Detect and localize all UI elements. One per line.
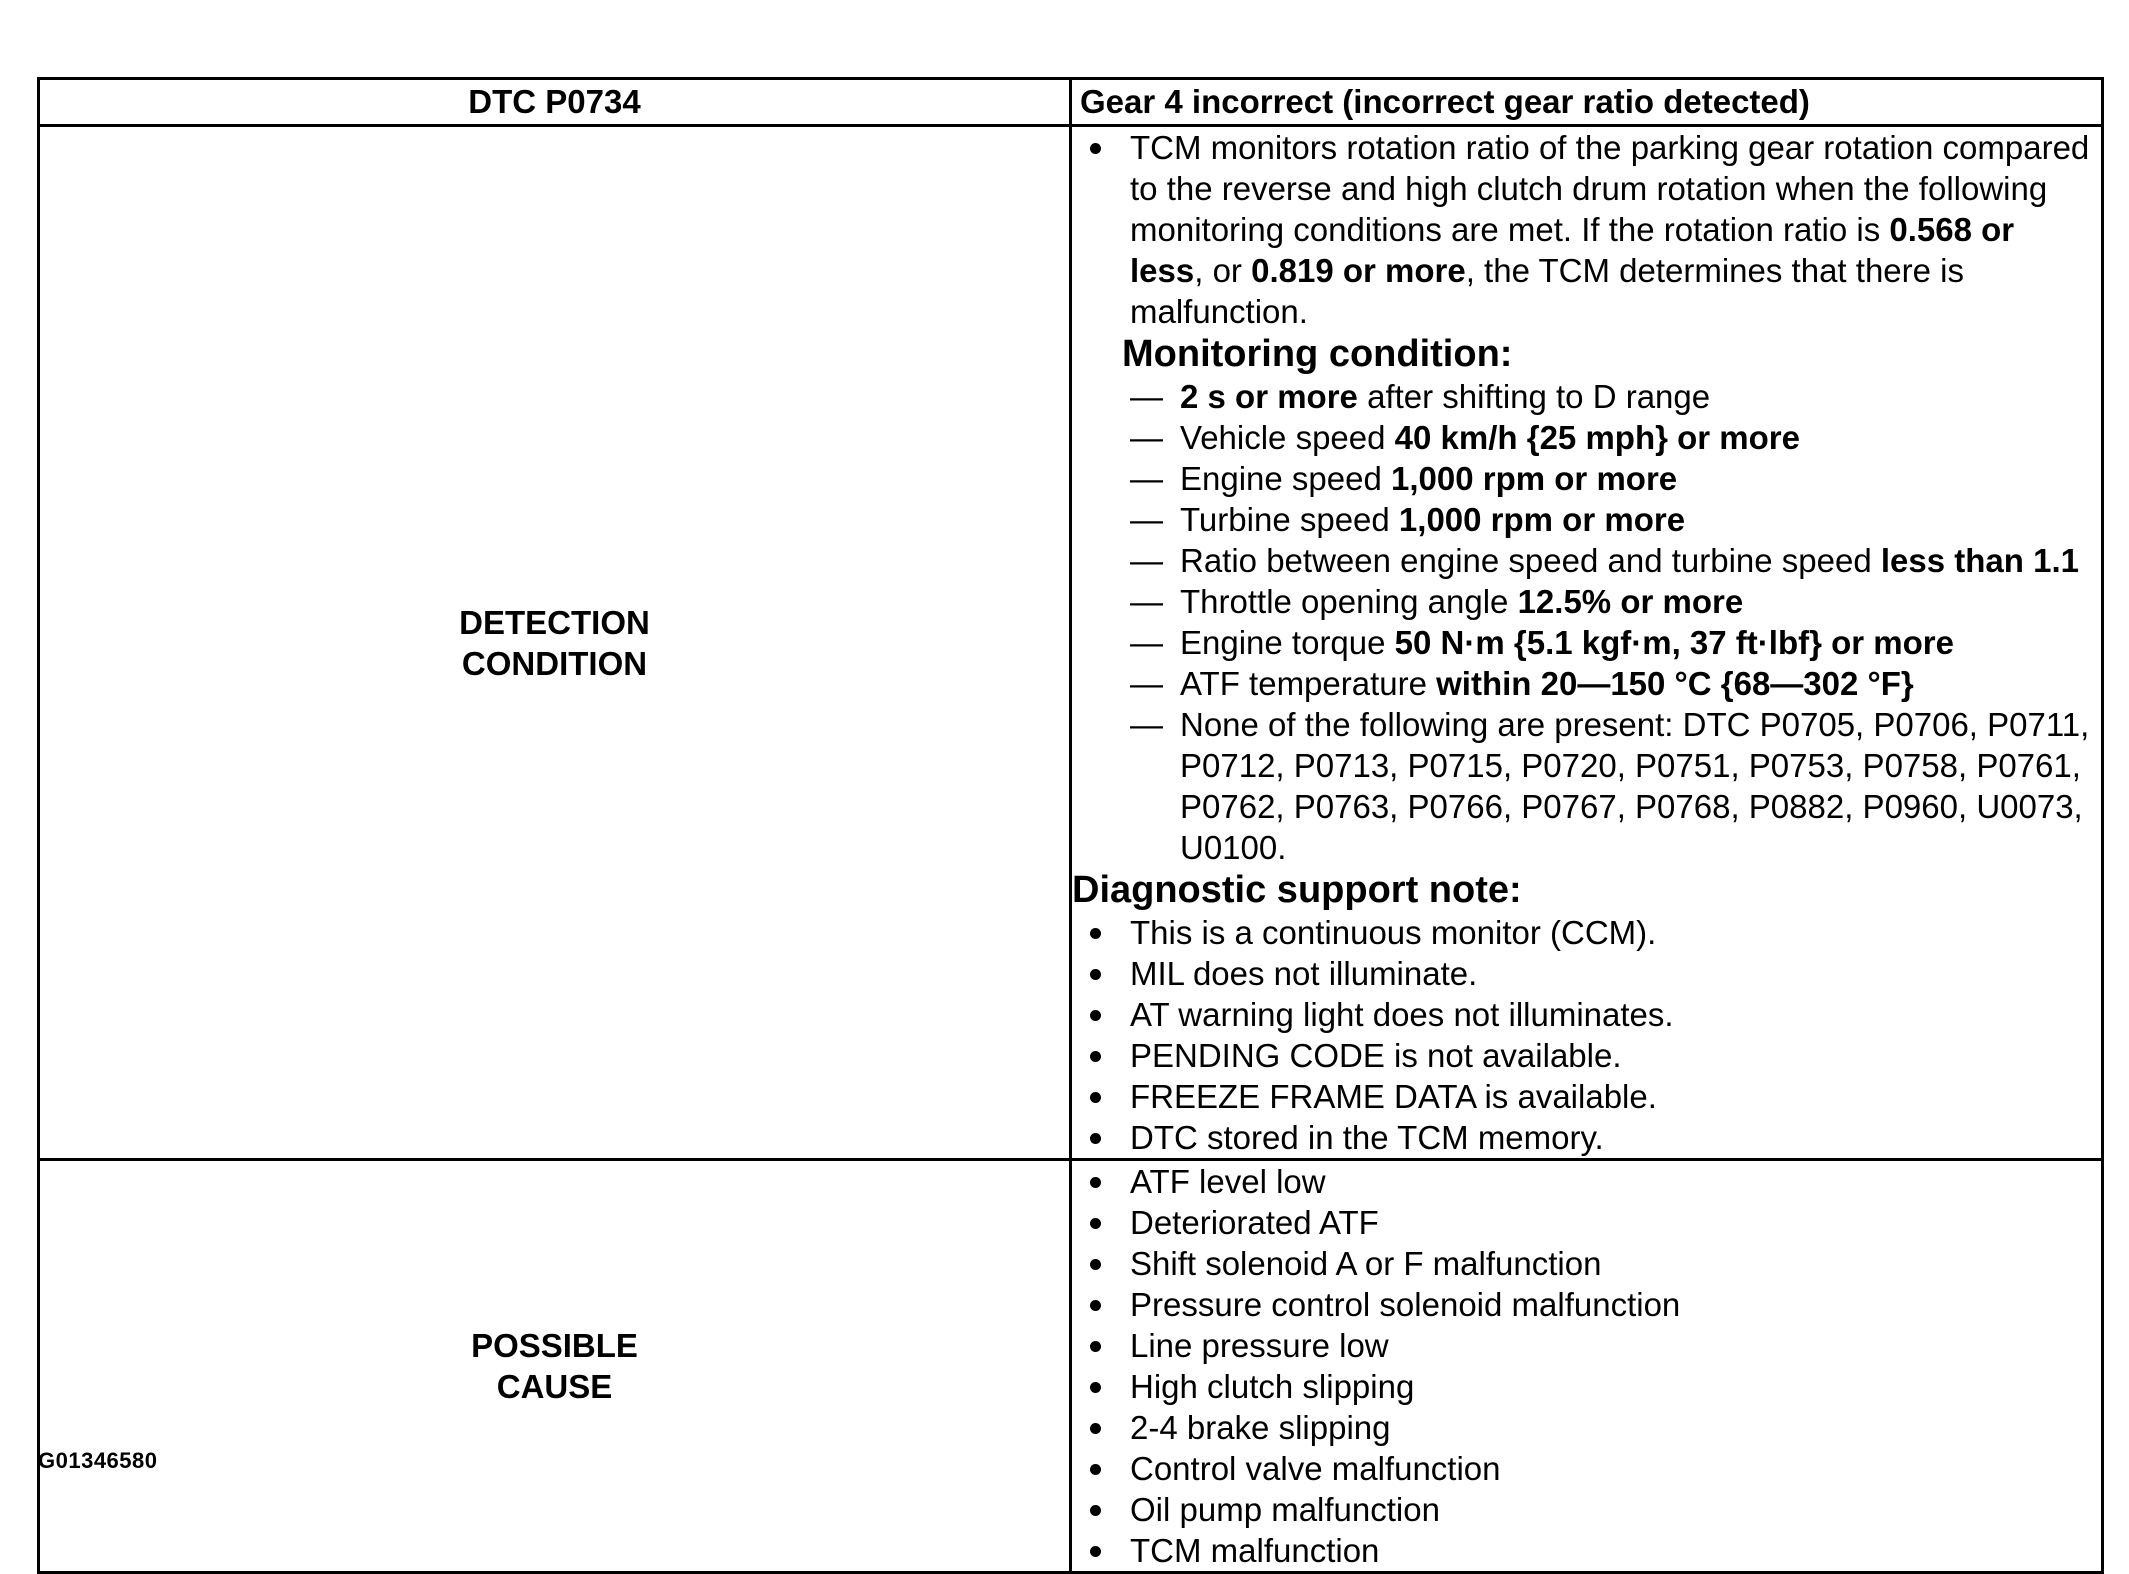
monitoring-value: less than 1.1 <box>1880 542 2079 579</box>
support-item: PENDING CODE is not available. <box>1072 1035 2101 1076</box>
dash-glyph: — <box>1130 583 1163 620</box>
detection-label-line1: DETECTION <box>459 603 650 641</box>
dash-glyph: — <box>1130 542 1163 579</box>
support-item: DTC stored in the TCM memory. <box>1072 1117 2101 1158</box>
support-item: FREEZE FRAME DATA is available. <box>1072 1076 2101 1117</box>
monitoring-text: Ratio between engine speed and turbine speed <box>1180 542 1881 579</box>
cause-item: Oil pump malfunction <box>1072 1489 2101 1530</box>
figure-code: G01346580 <box>38 1448 158 1473</box>
monitoring-item <box>1130 704 2101 868</box>
cause-item: Line pressure low <box>1072 1325 2101 1366</box>
intro-text-1: TCM monitors rotation ratio of the parking gear rotation compared to the reverse and high clutch drum rotation when the following monitoring conditions are met. If the rotation ratio is <box>1130 129 2090 248</box>
intro-text-2: , or <box>1194 252 1252 289</box>
monitoring-text: Turbine speed <box>1180 501 1399 538</box>
monitoring-item <box>1130 581 2101 622</box>
monitoring-item <box>1130 499 2101 540</box>
cause-label-line1: POSSIBLE <box>471 1327 638 1364</box>
cause-label-line2: CAUSE <box>496 1368 613 1405</box>
cause-item: Shift solenoid A or F malfunction <box>1072 1243 2101 1284</box>
monitoring-text: Engine torque <box>1180 624 1395 661</box>
monitoring-value: within 20—150 °C {68—302 °F} <box>1436 665 1914 702</box>
monitoring-item <box>1130 622 2101 663</box>
monitoring-text-after: after shifting to D range <box>1357 378 1711 415</box>
monitoring-item <box>1130 458 2101 499</box>
monitoring-value: 1,000 rpm or more <box>1391 460 1678 497</box>
cause-item: 2-4 brake slipping <box>1072 1407 2101 1448</box>
detection-row <box>39 126 2103 1160</box>
monitoring-value: 2 s or more <box>1180 378 1358 415</box>
detection-label-line2: CONDITION <box>461 644 648 682</box>
monitoring-value: 12.5% or more <box>1517 583 1744 620</box>
monitoring-text: Engine speed <box>1180 460 1392 497</box>
monitoring-value: 40 km/h {25 mph} or more <box>1394 419 1800 456</box>
dash-glyph: — <box>1130 378 1163 415</box>
dash-glyph: — <box>1130 624 1163 661</box>
cause-item: Pressure control solenoid malfunction <box>1072 1284 2101 1325</box>
intro-threshold-high: 0.819 or more <box>1251 252 1466 289</box>
dtc-table <box>37 77 2104 1574</box>
possible-cause-label <box>39 1160 1071 1573</box>
diagnostic-support-list <box>1072 912 2101 1158</box>
detection-condition-label <box>39 126 1071 1160</box>
monitoring-text: Throttle opening angle <box>1180 583 1518 620</box>
possible-cause-body <box>1071 1160 2103 1573</box>
cause-item: High clutch slipping <box>1072 1366 2101 1407</box>
dash-glyph: — <box>1130 501 1163 538</box>
monitoring-text: ATF temperature <box>1180 665 1437 702</box>
detection-condition-body <box>1071 126 2103 1160</box>
intro-threshold-low: 0.568 or less <box>1130 211 2015 289</box>
cause-item: Control valve malfunction <box>1072 1448 2101 1489</box>
monitoring-condition-list <box>1072 376 2101 868</box>
monitoring-intro <box>1072 127 2101 332</box>
dash-glyph: — <box>1130 419 1163 456</box>
cause-item: ATF level low <box>1072 1161 2101 1202</box>
dtc-description: Gear 4 incorrect (incorrect gear ratio detected) <box>1071 79 2103 126</box>
cause-item: Deteriorated ATF <box>1072 1202 2101 1243</box>
monitoring-text: None of the following are present: DTC P0705, P0706, P0711, P0712, P0713, P0715, P0720, P0751, P0753, P0758, P0761, P0762, P0763, P0766, P0767, P0768, P0882, P0960, U0073, U0100. <box>1180 706 2090 866</box>
monitoring-item <box>1130 540 2101 581</box>
dtc-code: DTC P0734 <box>39 79 1071 126</box>
monitoring-item <box>1130 663 2101 704</box>
header-row <box>39 79 2103 126</box>
support-item: This is a continuous monitor (CCM). <box>1072 912 2101 953</box>
monitoring-item <box>1130 417 2101 458</box>
monitoring-text: Vehicle speed <box>1180 419 1395 456</box>
monitoring-item <box>1130 376 2101 417</box>
dash-glyph: — <box>1130 706 1163 743</box>
cause-row <box>39 1160 2103 1573</box>
monitoring-value: 1,000 rpm or more <box>1398 501 1686 538</box>
intro-text-3: , the TCM determines that there is malfunction. <box>1130 252 1964 330</box>
support-item: AT warning light does not illuminates. <box>1072 994 2101 1035</box>
diagnostic-support-heading: Diagnostic support note: <box>1072 869 1522 911</box>
dash-glyph: — <box>1130 460 1163 497</box>
monitoring-value: 50 N·m {5.1 kgf·m, 37 ft·lbf} or more <box>1394 624 1954 661</box>
cause-item: TCM malfunction <box>1072 1530 2101 1571</box>
support-item: MIL does not illuminate. <box>1072 953 2101 994</box>
monitoring-condition-heading: Monitoring condition: <box>1122 333 1513 375</box>
dash-glyph: — <box>1130 665 1163 702</box>
